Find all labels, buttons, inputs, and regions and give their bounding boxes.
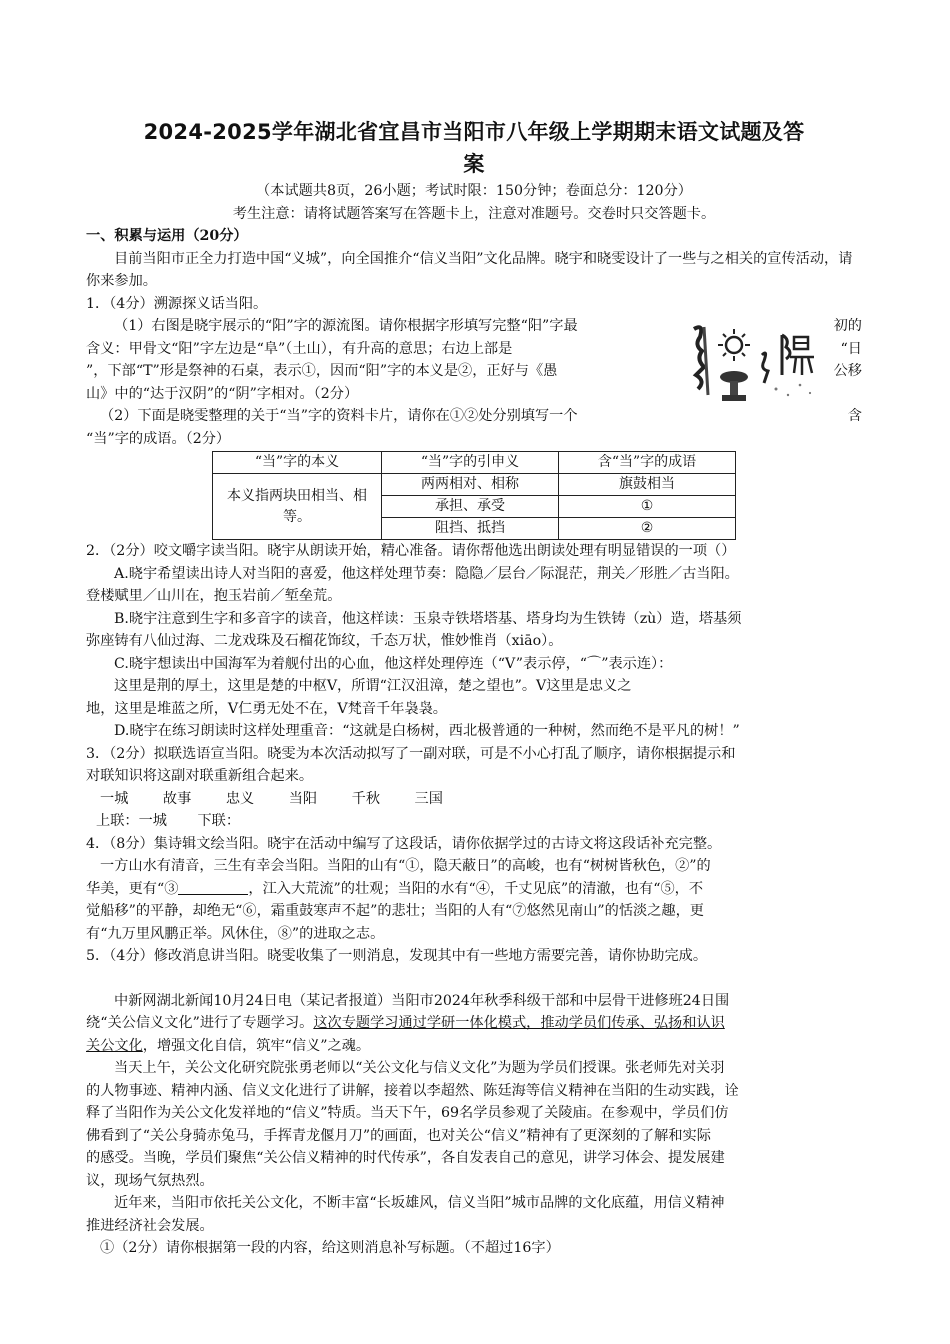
q3-stem: 3．（2分）拟联选语宣当阳。晓雯为本次活动拟写了一副对联，可是不小心打乱了顺序，请你根据提示和 (86, 745, 736, 762)
exam-page (86, 110, 862, 1260)
section-heading: 一、积累与运用（20分） (86, 228, 248, 244)
couplet-word: 一城 (100, 790, 129, 807)
q1-part2-line1: （2）下面是晓雯整理的关于“当”字的资料卡片，请你在①②处分别填写一个 含 (100, 408, 862, 424)
extended-meaning-cell: 两两相对、相称 (382, 474, 559, 496)
q1-part1-line2: 含义：甲骨文“阳”字左边是“阜”（土山），有升高的意思；右边上部是 “日 (86, 340, 862, 357)
q4-line1: 一方山水有清音，三生有幸会当阳。当阳的山有“①，隐天蔽日”的高峻，也有“树树皆秋色，②”的 (100, 858, 711, 874)
idiom-cell: 旗鼓相当 (559, 474, 736, 496)
q1-part1-line1: （1）右图是晓宇展示的“阳”字的源流图。请你根据字形填写完整“阳”字最 初的 (114, 318, 862, 334)
title-line-2: 案 (463, 152, 485, 176)
q3-answer-line (86, 810, 862, 833)
couplet-word: 当阳 (288, 790, 318, 807)
couplet-word: 千秋 (351, 790, 381, 807)
exam-title (86, 116, 862, 180)
news-p2-line3: 释了当阳作为关公文化发祥地的“信义”特质。当天下午，69名学员参观了关陵庙。在参观中，学员们仿 (86, 1105, 729, 1121)
q2-option-b: B.晓宇注意到生字和多音字的读音，他这样读：玉泉寺铁塔塔基、塔身均为生铁铸（zù）造，塔基须 (114, 610, 742, 627)
q4-line4: 有“九万里风鹏正举。风休住，⑧”的进取之志。 (86, 925, 385, 942)
q1-part2-line2: “当”字的成语。（2分） (86, 430, 231, 447)
news-p1-line3: 关公文化，增强文化自信，筑牢“信义”之魂。 (86, 1037, 371, 1054)
q2-stem: 2．（2分）咬文嚼字读当阳。晓宇从朗读开始，精心准备。请你帮他选出朗读处理有明显错误的一项（） (86, 543, 736, 559)
q5-sub1: ①（2分）请你根据第一段的内容，给这则消息补写标题。（不超过16字） (100, 1240, 560, 1256)
exam-notice: 考生注意：请将试题答案写在答题卡上，注意对准题号。交卷时只交答题卡。 (232, 205, 716, 222)
news-p2-line6: 议，现场气氛热烈。 (86, 1172, 214, 1189)
q1-part1-line4: 山》中的“达于汉阴”的“阴”字相对。（2分） (86, 385, 359, 402)
couplet-word: 三国 (414, 790, 443, 807)
original-meaning-cell: 本义指两块田相当、相等。 (213, 474, 382, 540)
q2-option-b-cont: 弥座铸有八仙过海、二龙戏珠及石榴花饰纹，千态万状，惟妙惟肖（xiāo）。 (86, 633, 563, 649)
fill-blank[interactable] (178, 879, 248, 894)
yang-glyph-evolution-figure (690, 315, 818, 411)
q1-part1-line3: ”，下部“T”形是祭神的石桌，表示①，因而“阳”字的本义是②，正好与《愚 公移 (86, 363, 862, 379)
q2-option-c: C.晓宇想读出中国海军为着舰付出的心血，他这样处理停连（“V”表示停，“⌒”表示连）： (114, 655, 673, 672)
table-header-cell: 含“当”字的成语 (559, 452, 736, 474)
table-row (213, 474, 736, 496)
table-header-row (213, 452, 736, 474)
title-line-1: 2024-2025学年湖北省宜昌市当阳市八年级上学期期末语文试题及答 (143, 120, 805, 144)
spacer (86, 968, 862, 990)
news-p2-line1: 当天上午，关公文化研究院张勇老师以“关公文化与信义文化”为题为学员们授课。张老师先对关羽 (114, 1060, 725, 1076)
extended-meaning-cell: 阻挡、抵挡 (382, 518, 559, 540)
exam-info: （本试题共8页，26小题；考试时限：150分钟；卷面总分：120分） (256, 183, 692, 199)
q2-option-d: D.晓宇在练习朗读时这样处理重音：“这就是白杨树，西北极普通的一种树，然而绝不是平凡的树！” (114, 723, 740, 739)
news-p3-line1: 近年来，当阳市依托关公文化，不断丰富“长坂雄风，信义当阳”城市品牌的文化底蕴，用信义精神 (114, 1195, 725, 1211)
dang-character-card-table (212, 451, 736, 540)
news-p3-line2: 推进经济社会发展。 (86, 1217, 214, 1234)
news-p2-line4: 佛看到了“关公身骑赤兔马，手挥青龙偃月刀”的画面，也对关公“信义”精神有了更深刻的了解和实际 (86, 1127, 711, 1144)
underlined-sentence: 这次专题学习通过学研一体化模式，推动学员们传承、弘扬和认识 (313, 1015, 725, 1031)
q2-option-c-cont: 这里是荆的厚土，这里是楚的中枢Ⅴ，所谓“江汉沮漳，楚之望也”。Ⅴ这里是忠义之 (114, 678, 632, 694)
q4-stem: 4．（8分）集诗辑文绘当阳。晓宇在活动中编写了这段话，请你依据学过的古诗文将这段话补充完整。 (86, 835, 722, 852)
news-p2-line5: 的感受。当晚，学员们聚焦“关公信义精神的时代传承”，各自发表自己的意见，讲学习体会、提发展建 (86, 1150, 725, 1166)
intro-paragraph: 目前当阳市正全力打造中国“义城”，向全国推介“信义当阳”文化品牌。晓宇和晓雯设计了一些与之相关的宣传活动，请你来参加。 (86, 250, 853, 289)
couplet-word: 故事 (162, 790, 192, 807)
q3-word-list (86, 788, 862, 811)
lower-couplet-label: 下联： (197, 813, 241, 829)
q2-option-c-cont2: 地，这里是堆蓝之所，Ⅴ仁勇无处不在，Ⅴ梵音千年袅袅。 (86, 700, 447, 717)
q2-option-a: A.晓宇希望读出诗人对当阳的喜爱，他这样处理节奏：隐隐／层台／际混茫，荆关／形胜／古当阳。 (114, 565, 739, 582)
table-header-cell: “当”字的引申义 (382, 452, 559, 474)
q2-option-a-cont: 登楼赋里／山川在，抱玉岩前／堑垒荒。 (86, 588, 342, 604)
q5-stem: 5．（4分）修改消息讲当阳。晓雯收集了一则消息，发现其中有一些地方需要完善，请你协助完成。 (86, 948, 708, 964)
q1-part1 (86, 315, 862, 450)
idiom-cell: ① (559, 496, 736, 518)
news-p2-line2: 的人物事迹、精神内涵、信义文化进行了讲解，接着以李超然、陈廷海等信义精神在当阳的生动实践，诠 (86, 1082, 739, 1099)
q4-line2: 华美，更有“③ ，江入大荒流”的壮观；当阳的水有“④，千丈见底”的清澈，也有“⑤，不 (86, 880, 704, 897)
table-header-cell: “当”字的本义 (213, 452, 382, 474)
q4-line3: 觉船移”的平静，却绝无“⑥，霜重鼓寒声不起”的悲壮；当阳的人有“⑦悠然见南山”的恬淡之趣，更 (86, 903, 704, 919)
q1-stem: 1．（4分）溯源探义话当阳。 (86, 295, 268, 312)
couplet-word: 忠义 (225, 790, 255, 807)
news-p1-line1: 中新网湖北新闻10月24日电（某记者报道）当阳市2024年秋季科级干部和中层骨干进修班24日围 (114, 992, 730, 1009)
extended-meaning-cell: 承担、承受 (382, 496, 559, 518)
underlined-sentence-cont: 关公文化 (86, 1037, 143, 1054)
yang-glyph-icon (690, 315, 818, 411)
news-p1-line2: 绕“关公信义文化”进行了专题学习。这次专题学习通过学研一体化模式，推动学员们传承、弘扬和认识 (86, 1015, 725, 1031)
idiom-cell: ② (559, 518, 736, 540)
q3-stem-cont: 对联知识将这副对联重新组合起来。 (86, 768, 314, 784)
upper-couplet-label: 上联：一城 (96, 813, 167, 829)
